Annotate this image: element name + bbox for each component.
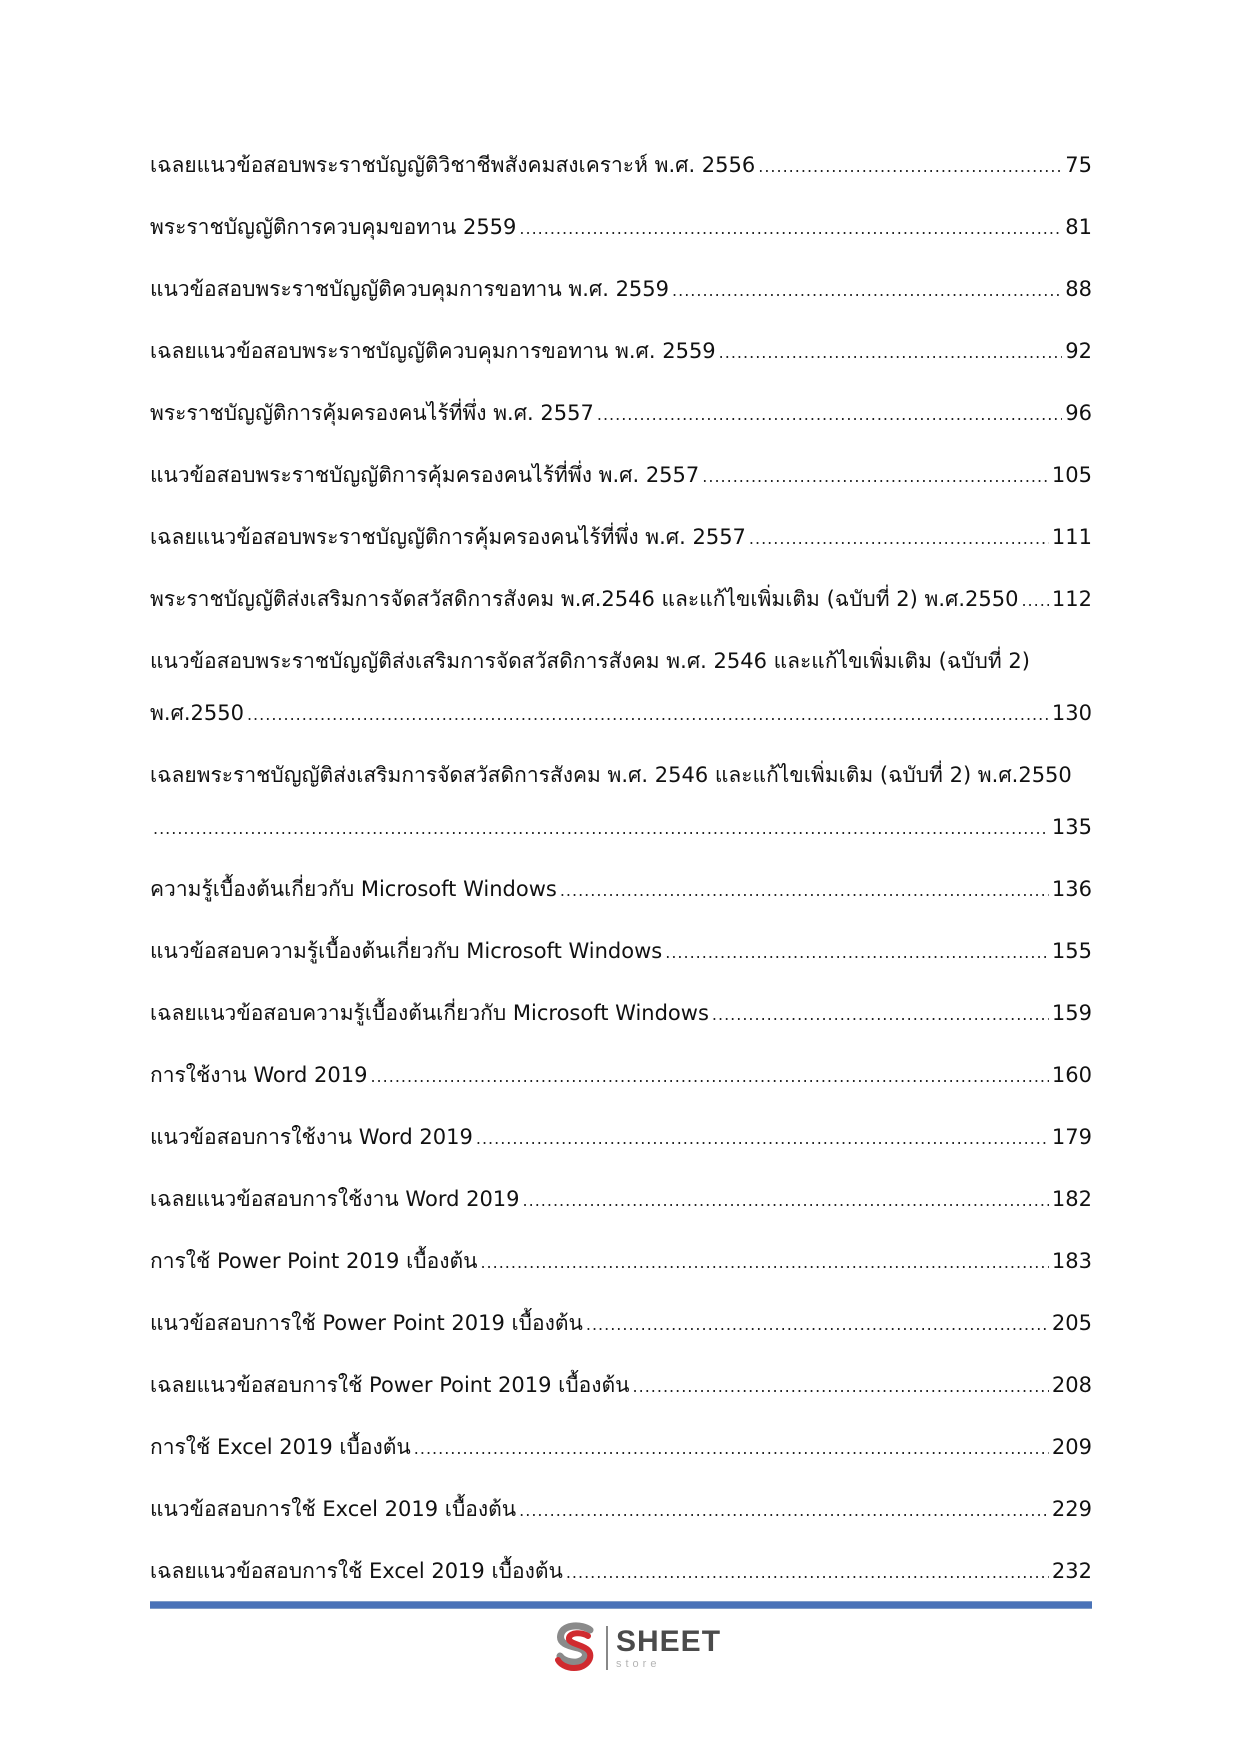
toc-dot-leader (247, 700, 1049, 730)
footer-divider (150, 1601, 1092, 1609)
toc-entry-line (150, 646, 1092, 676)
toc-entry-line (150, 698, 1092, 730)
toc-entry-title: เฉลยแนวข้อสอบการใช้ Power Point 2019 เบื้องต้น (150, 1373, 630, 1397)
toc-entry-title: แนวข้อสอบความรู้เบื้องต้นเกี่ยวกับ Microsoft Windows (150, 939, 663, 963)
toc-dot-leader (586, 1310, 1049, 1340)
toc-entry[interactable] (150, 398, 1092, 430)
sheet-store-s-icon (552, 1622, 600, 1674)
toc-entry[interactable] (150, 1556, 1092, 1588)
toc-dot-leader (719, 338, 1063, 368)
toc-page-number: 205 (1051, 1311, 1092, 1335)
toc-entry[interactable] (150, 1370, 1092, 1402)
toc-entry-title: พระราชบัญญัติส่งเสริมการจัดสวัสดิการสังคม พ.ศ.2546 และแก้ไขเพิ่มเติม (ฉบับที่ 2) พ.ศ.2550 (150, 587, 1019, 611)
toc-entry-line (150, 1308, 1092, 1340)
toc-dot-leader (560, 876, 1049, 906)
toc-page-number: 88 (1065, 277, 1092, 301)
toc-dot-leader (480, 1248, 1048, 1278)
toc-entry[interactable] (150, 460, 1092, 492)
toc-page-number: 136 (1051, 877, 1092, 901)
toc-page-number: 160 (1051, 1063, 1092, 1087)
toc-entry-title: แนวข้อสอบการใช้งาน Word 2019 (150, 1125, 473, 1149)
toc-entry[interactable] (150, 936, 1092, 968)
toc-entry-line (150, 1556, 1092, 1588)
toc-entry[interactable] (150, 150, 1092, 182)
toc-dot-leader (749, 524, 1049, 554)
toc-page-number: 232 (1051, 1559, 1092, 1583)
toc-page-number: 182 (1051, 1187, 1092, 1211)
toc-entry-line (150, 1370, 1092, 1402)
toc-entry-title: เฉลยแนวข้อสอบพระราชบัญญัติควบคุมการขอทาน พ.ศ. 2559 (150, 339, 716, 363)
toc-dot-leader (523, 1186, 1049, 1216)
toc-entry-line (150, 874, 1092, 906)
toc-page-number: 179 (1051, 1125, 1092, 1149)
toc-page-number: 159 (1051, 1001, 1092, 1025)
toc-entry-line (150, 1060, 1092, 1092)
toc-entry-title: การใช้ Power Point 2019 เบื้องต้น (150, 1249, 478, 1273)
toc-dot-leader (665, 938, 1049, 968)
toc-entry-title: เฉลยแนวข้อสอบพระราชบัญญัติวิชาชีพสังคมสงเคราะห์ พ.ศ. 2556 (150, 153, 756, 177)
toc-entry-title: แนวข้อสอบพระราชบัญญัติควบคุมการขอทาน พ.ศ. 2559 (150, 277, 670, 301)
toc-entry-line (150, 998, 1092, 1030)
toc-dot-leader (758, 152, 1062, 182)
toc-entry-title: เฉลยแนวข้อสอบพระราชบัญญัติการคุ้มครองคนไร้ที่พึ่ง พ.ศ. 2557 (150, 525, 746, 549)
toc-page-number: 105 (1051, 463, 1092, 487)
toc-entry-title: แนวข้อสอบการใช้ Power Point 2019 เบื้องต้น (150, 1311, 583, 1335)
toc-dot-leader (633, 1372, 1049, 1402)
toc-entry-line (150, 812, 1092, 844)
toc-entry-title: เฉลยแนวข้อสอบการใช้งาน Word 2019 (150, 1187, 520, 1211)
toc-entry[interactable] (150, 1060, 1092, 1092)
toc-entry[interactable] (150, 1122, 1092, 1154)
toc-page-number: 209 (1051, 1435, 1092, 1459)
toc-page-number: 75 (1065, 153, 1092, 177)
toc-entry-line (150, 1184, 1092, 1216)
toc-entry-line (150, 150, 1092, 182)
toc-dot-leader (519, 1496, 1049, 1526)
toc-page-number: 183 (1051, 1249, 1092, 1273)
toc-entry[interactable] (150, 760, 1092, 844)
toc-entry[interactable] (150, 522, 1092, 554)
toc-entry-title: เฉลยพระราชบัญญัติส่งเสริมการจัดสวัสดิการสังคม พ.ศ. 2546 และแก้ไขเพิ่มเติม (ฉบับที่ 2) พ.ศ.2550 (150, 763, 1072, 787)
toc-entry[interactable] (150, 274, 1092, 306)
toc-entry[interactable] (150, 1432, 1092, 1464)
toc-page-number: 208 (1051, 1373, 1092, 1397)
toc-entry[interactable] (150, 1246, 1092, 1278)
logo-separator (606, 1626, 608, 1670)
toc-entry-title: พระราชบัญญัติการควบคุมขอทาน 2559 (150, 215, 517, 239)
toc-entry-title: พระราชบัญญัติการคุ้มครองคนไร้ที่พึ่ง พ.ศ. 2557 (150, 401, 594, 425)
toc-entry-line (150, 1122, 1092, 1154)
toc-entry[interactable] (150, 998, 1092, 1030)
toc-dot-leader (712, 1000, 1049, 1030)
toc-entry-title: พ.ศ.2550 (150, 701, 244, 725)
toc-entry[interactable] (150, 1184, 1092, 1216)
toc-entry-title: เฉลยแนวข้อสอบการใช้ Excel 2019 เบื้องต้น (150, 1559, 563, 1583)
toc-entry[interactable] (150, 212, 1092, 244)
toc-page-number: 155 (1051, 939, 1092, 963)
toc-entry-line (150, 212, 1092, 244)
toc-entry[interactable] (150, 874, 1092, 906)
toc-entry-line (150, 460, 1092, 492)
toc-entry-title: เฉลยแนวข้อสอบความรู้เบื้องต้นเกี่ยวกับ Microsoft Windows (150, 1001, 709, 1025)
toc-entry-line (150, 584, 1092, 616)
toc-entry[interactable] (150, 336, 1092, 368)
toc-entry-title: แนวข้อสอบพระราชบัญญัติการคุ้มครองคนไร้ที่พึ่ง พ.ศ. 2557 (150, 463, 700, 487)
toc-page-number: 130 (1051, 701, 1092, 725)
toc-page-number: 81 (1065, 215, 1092, 239)
toc-entry-line (150, 336, 1092, 368)
toc-dot-leader (597, 400, 1062, 430)
toc-entry[interactable] (150, 1494, 1092, 1526)
toc-entry[interactable] (150, 584, 1092, 616)
toc-dot-leader (566, 1558, 1049, 1588)
toc-entry-title: แนวข้อสอบการใช้ Excel 2019 เบื้องต้น (150, 1497, 517, 1521)
toc-page-number: 135 (1051, 815, 1092, 839)
toc-dot-leader (702, 462, 1049, 492)
toc-dot-leader (476, 1124, 1049, 1154)
toc-entry-title: การใช้ Excel 2019 เบื้องต้น (150, 1435, 411, 1459)
toc-entry-line (150, 398, 1092, 430)
toc-dot-leader (1021, 586, 1048, 616)
toc-dot-leader (370, 1062, 1048, 1092)
toc-dot-leader (519, 214, 1062, 244)
toc-page-number: 229 (1051, 1497, 1092, 1521)
toc-page-number: 111 (1051, 525, 1092, 549)
toc-dot-leader (153, 814, 1049, 844)
logo-wordmark (616, 1624, 722, 1670)
sheet-store-logo (552, 1622, 721, 1674)
toc-page-number: 92 (1065, 339, 1092, 363)
toc-dot-leader (414, 1434, 1049, 1464)
toc-entry-title: แนวข้อสอบพระราชบัญญัติส่งเสริมการจัดสวัสดิการสังคม พ.ศ. 2546 และแก้ไขเพิ่มเติม (ฉบับที่ 2) (150, 649, 1030, 673)
logo-subword: store (616, 1657, 661, 1670)
toc-entry-line (150, 1246, 1092, 1278)
toc-page-number: 112 (1051, 587, 1092, 611)
toc-entry-line (150, 1494, 1092, 1526)
toc-entry-line (150, 1432, 1092, 1464)
toc-entry-line (150, 936, 1092, 968)
toc-entry-title: ความรู้เบื้องต้นเกี่ยวกับ Microsoft Windows (150, 877, 557, 901)
logo-word: SHEET (616, 1624, 722, 1658)
toc-entry[interactable] (150, 646, 1092, 730)
toc-entry-line (150, 760, 1092, 790)
toc-dot-leader (672, 276, 1062, 306)
table-of-contents (150, 150, 1092, 1618)
toc-entry-title: การใช้งาน Word 2019 (150, 1063, 368, 1087)
toc-page-number: 96 (1065, 401, 1092, 425)
toc-entry-line (150, 274, 1092, 306)
toc-entry-line (150, 522, 1092, 554)
toc-entry[interactable] (150, 1308, 1092, 1340)
